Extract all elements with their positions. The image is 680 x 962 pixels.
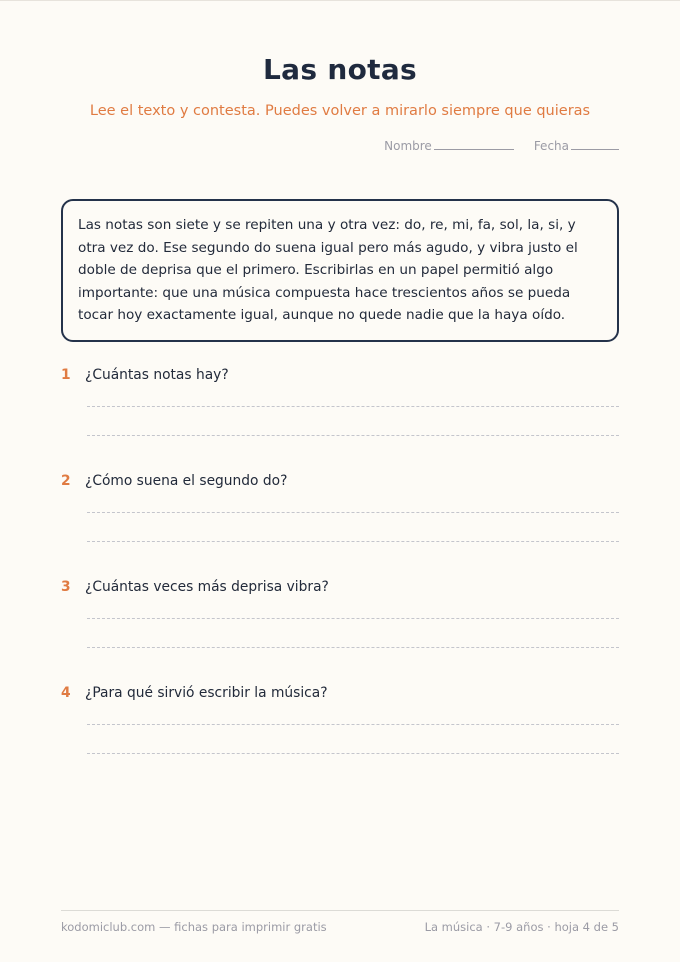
footer-site: kodomiclub.com — fichas para imprimir gratis — [61, 920, 327, 934]
question-2 — [61, 473, 619, 493]
question-number: 1 — [61, 367, 71, 383]
answer-line[interactable] — [87, 406, 619, 407]
question-number: 3 — [61, 579, 71, 595]
question-number: 4 — [61, 685, 71, 701]
question-text: ¿Cómo suena el segundo do? — [85, 473, 288, 489]
footer-sheet-info: La música · 7-9 años · hoja 4 de 5 — [424, 920, 619, 934]
answer-line[interactable] — [87, 753, 619, 754]
question-3 — [61, 579, 619, 599]
footer-divider — [61, 910, 619, 911]
question-4 — [61, 685, 619, 705]
answer-line[interactable] — [87, 435, 619, 436]
answer-line[interactable] — [87, 512, 619, 513]
date-label: Fecha — [533, 139, 569, 153]
question-number: 2 — [61, 473, 71, 489]
answer-line[interactable] — [87, 541, 619, 542]
instructions: Lee el texto y contesta. Puedes volver a mirarlo siempre que quieras — [89, 103, 591, 119]
answer-line[interactable] — [87, 647, 619, 648]
date-blank[interactable] — [571, 148, 619, 150]
name-label: Nombre — [384, 139, 432, 153]
page-title: Las notas — [263, 53, 417, 86]
name-date-fields — [384, 139, 619, 153]
question-1 — [61, 367, 619, 387]
name-blank[interactable] — [434, 148, 514, 150]
question-text: ¿Cuántas notas hay? — [85, 367, 229, 383]
question-text: ¿Cuántas veces más deprisa vibra? — [85, 579, 329, 595]
reading-passage: Las notas son siete y se repiten una y otra vez: do, re, mi, fa, sol, la, si, y otra vez do. Ese segundo do suena igual pero más agudo, y vibra justo el doble de deprisa que el primero. Escribirlas en un papel permitió algo importante: que una música compuesta hace trescientos años se pueda tocar hoy exactamente igual, aunque no quede nadie que la haya oído. — [61, 199, 619, 342]
answer-line[interactable] — [87, 618, 619, 619]
answer-line[interactable] — [87, 724, 619, 725]
question-text: ¿Para qué sirvió escribir la música? — [85, 685, 328, 701]
